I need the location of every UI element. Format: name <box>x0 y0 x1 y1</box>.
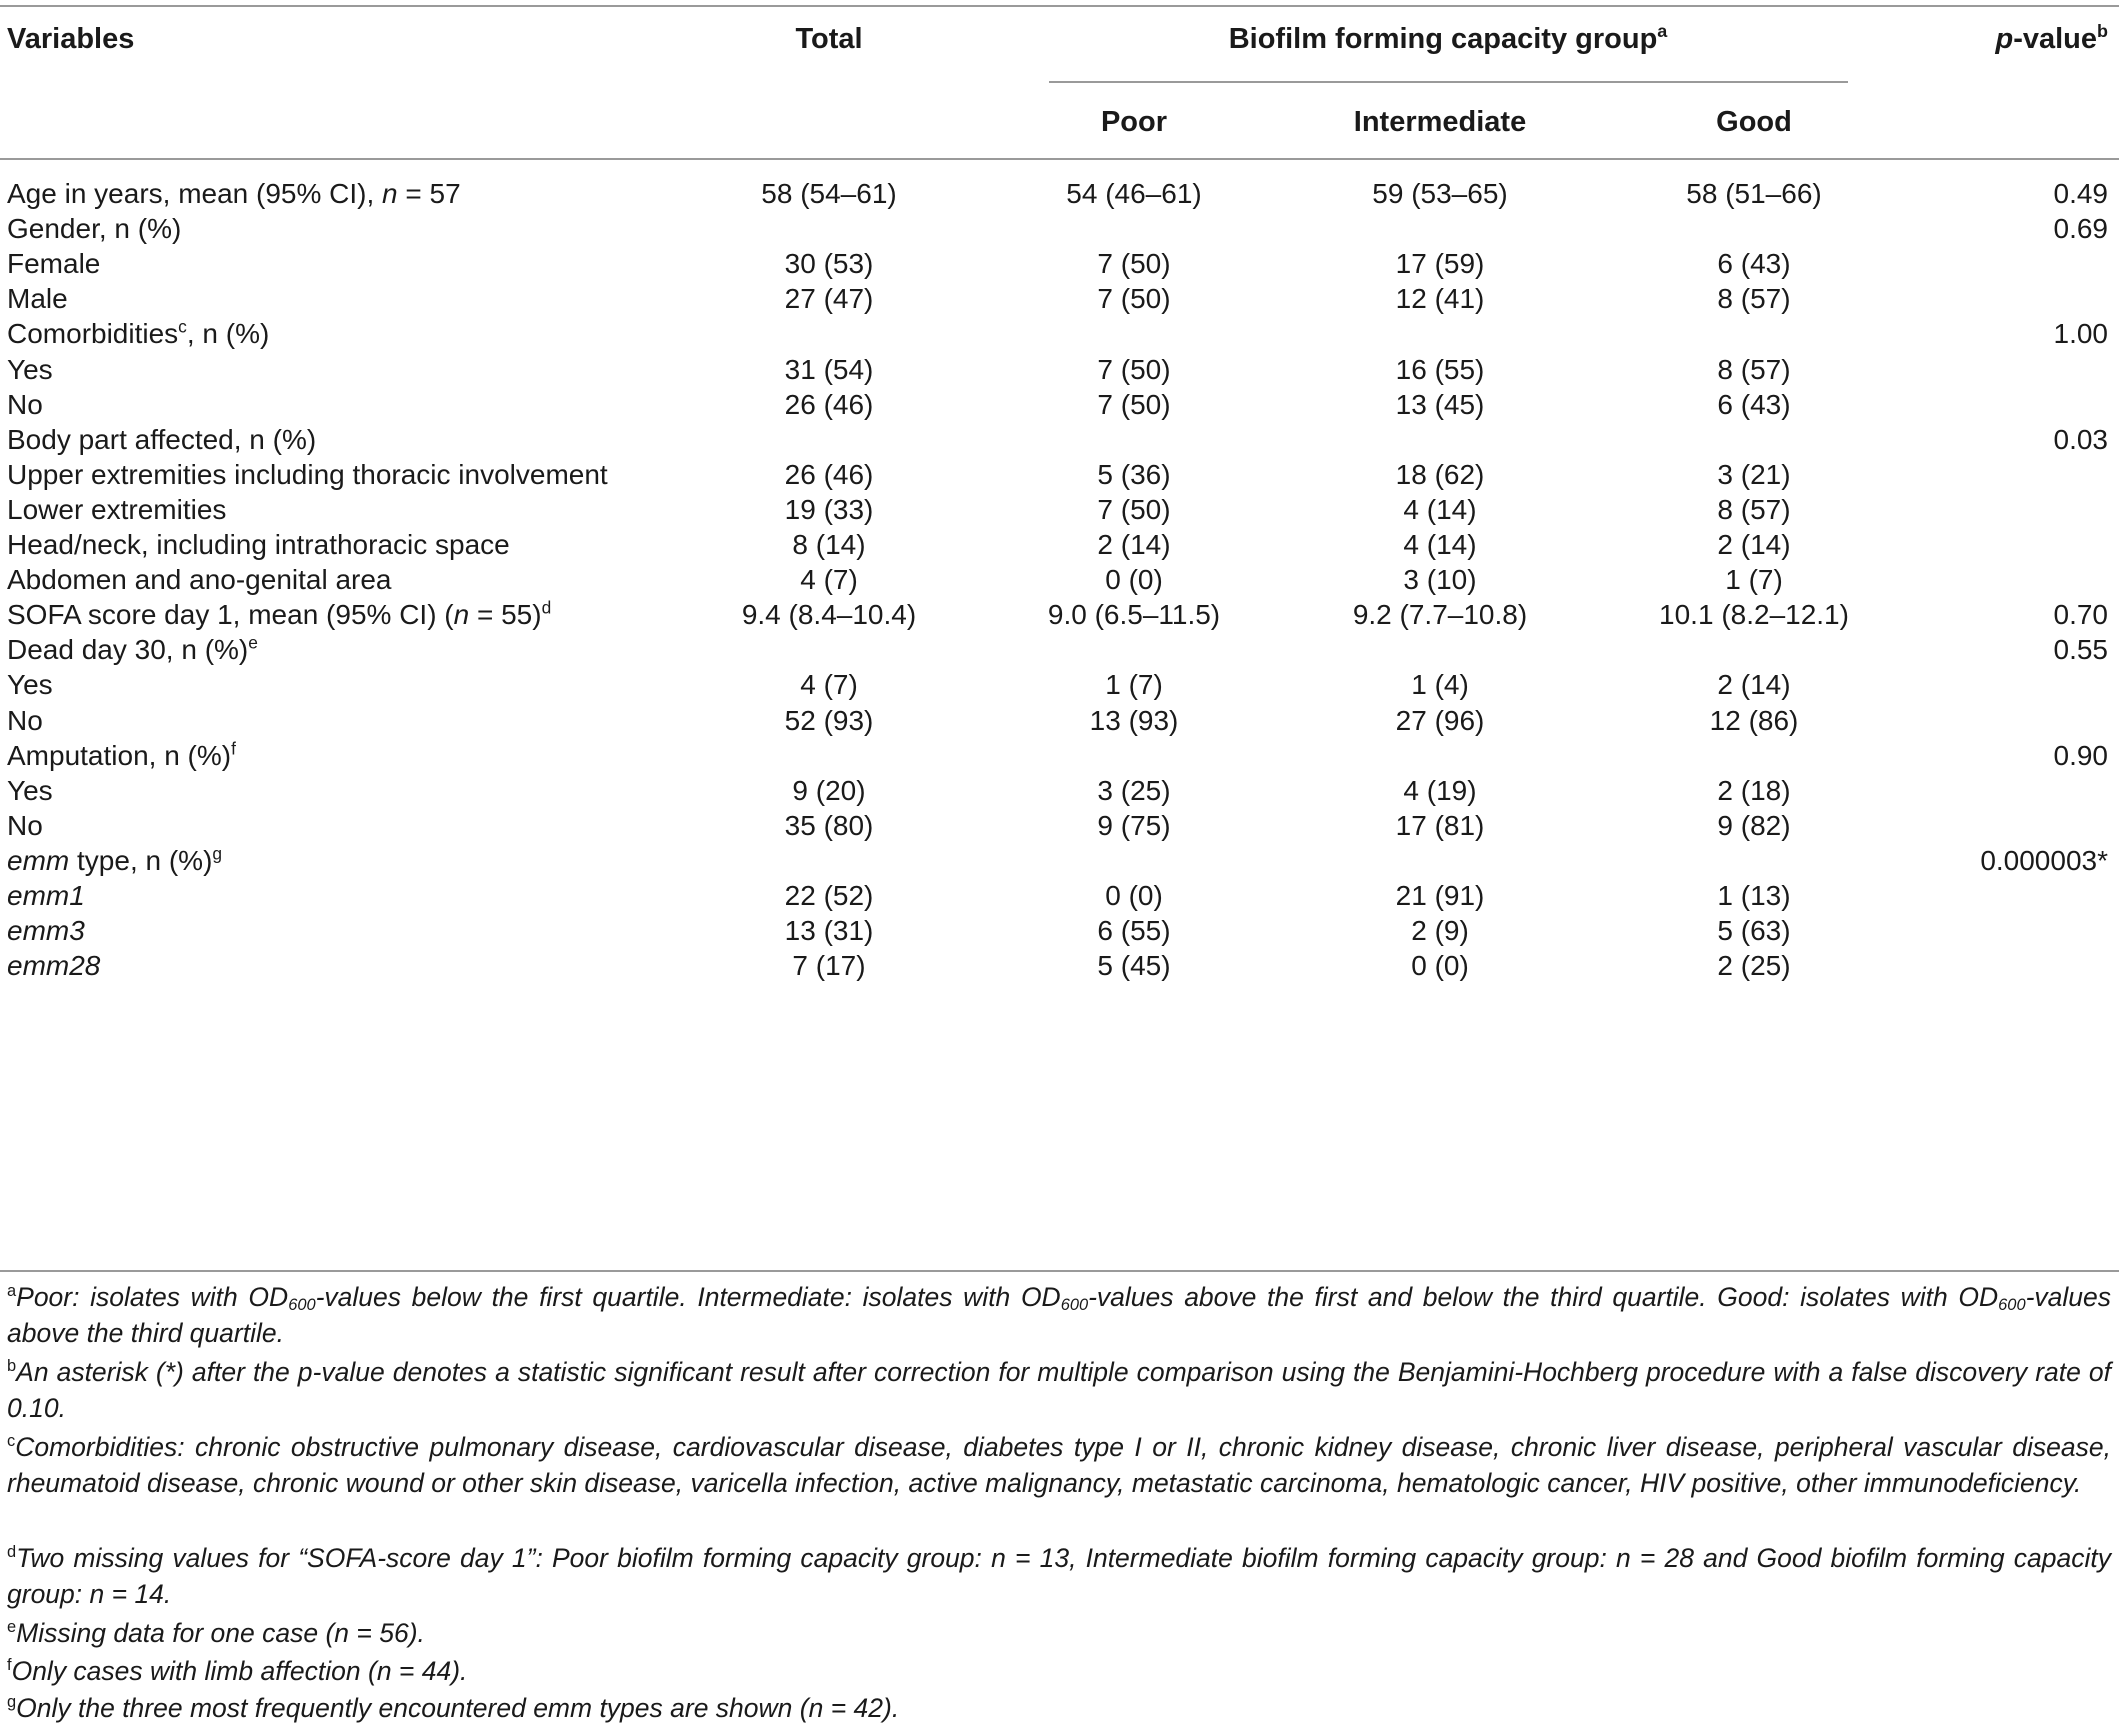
row-label <box>7 211 181 247</box>
footnote-f <box>7 1654 2111 1690</box>
row-label-text: Lower extremities <box>7 493 227 525</box>
cell-good: 5 (63) <box>1717 915 1791 947</box>
cell-poor: 54 (46–61) <box>1066 178 1202 209</box>
cell-poor: 9.0 (6.5–11.5) <box>1047 599 1221 631</box>
header-group-sup: a <box>1657 21 1668 42</box>
row-label-text: type, n (%) <box>69 844 213 876</box>
cell-pvalue: 0.90 <box>2053 739 2108 771</box>
cell-total: 22 (52) <box>784 880 874 911</box>
row-label-italic: emm3 <box>7 915 85 947</box>
cell-total: 9 (20) <box>792 774 866 806</box>
row-label-text: Yes <box>7 669 53 701</box>
cell-good: 8 (57) <box>1717 493 1791 525</box>
cell-poor: 0 (0) <box>1105 880 1163 911</box>
row-label-text: Male <box>7 283 68 315</box>
row-label-text: No <box>7 809 43 841</box>
row-label <box>7 281 68 317</box>
cell-intermediate: 4 (14) <box>1403 493 1477 525</box>
row-label-text: Comorbidities <box>7 318 179 350</box>
cell-intermediate: 4 (19) <box>1403 774 1477 806</box>
footnote-e-text: Missing data for one case (n = 56). <box>16 1618 425 1648</box>
cell-poor: 6 (55) <box>1097 915 1171 947</box>
cell-good: 2 (14) <box>1717 669 1791 701</box>
row-label-text: Dead day 30, n (%) <box>7 634 249 666</box>
header-pvalue <box>1995 21 2108 57</box>
cell-pvalue: 0.000003* <box>1980 844 2108 876</box>
footnote-d-mark: d <box>7 1543 17 1562</box>
group-underline <box>1049 81 1848 83</box>
cell-poor: 7 (50) <box>1097 353 1171 385</box>
cell-good: 2 (14) <box>1717 529 1791 560</box>
footnote-a-text-3: -values above the first and below the third quartile. Good: isolates with OD <box>1088 1282 1999 1312</box>
footnote-a <box>7 1280 2111 1351</box>
row-label-text: Gender, n (%) <box>7 213 182 245</box>
cell-total: 35 (80) <box>784 809 874 841</box>
row-label <box>7 562 392 598</box>
row-label <box>7 808 43 844</box>
header-intermediate: Intermediate <box>1353 106 1527 138</box>
cell-poor: 2 (14) <box>1097 529 1171 560</box>
cell-total: 58 (54–61) <box>761 178 897 209</box>
row-label <box>7 316 269 352</box>
cell-total: 8 (14) <box>792 529 866 560</box>
cell-good: 1 (7) <box>1725 564 1783 596</box>
row-label-text: Upper extremities including thoracic involvement <box>7 458 608 490</box>
row-label-sup: d <box>541 597 552 618</box>
cell-intermediate: 16 (55) <box>1395 353 1485 385</box>
row-label <box>7 597 551 633</box>
cell-good: 58 (51–66) <box>1686 178 1822 209</box>
cell-intermediate: 18 (62) <box>1395 458 1485 490</box>
footnote-g-mark: g <box>7 1693 17 1712</box>
cell-poor: 0 (0) <box>1105 564 1163 596</box>
row-label-sup: e <box>248 632 258 653</box>
footnote-a-mark: a <box>7 1282 17 1301</box>
row-label <box>7 387 43 423</box>
cell-good: 9 (82) <box>1717 809 1791 841</box>
cell-good: 8 (57) <box>1717 283 1791 315</box>
cell-good: 10.1 (8.2–12.1) <box>1659 599 1849 631</box>
row-label-italic: n <box>382 178 398 209</box>
cell-total: 4 (7) <box>800 564 858 596</box>
row-label-italic: emm1 <box>7 880 85 911</box>
cell-good: 6 (43) <box>1717 248 1791 280</box>
row-label-after: , n (%) <box>186 318 270 350</box>
row-label <box>7 422 316 458</box>
footnote-a-sub-3: 600 <box>1998 1296 2026 1315</box>
cell-total: 31 (54) <box>784 353 874 385</box>
cell-intermediate: 3 (10) <box>1403 564 1477 596</box>
row-label-italic: n <box>453 599 470 631</box>
row-label <box>7 913 85 949</box>
row-label <box>7 773 53 809</box>
cell-intermediate: 9.2 (7.7–10.8) <box>1352 599 1528 631</box>
footnote-f-text: Only cases with limb affection (n = 44). <box>11 1656 468 1686</box>
cell-intermediate: 21 (91) <box>1395 880 1485 911</box>
cell-poor: 9 (75) <box>1097 809 1171 841</box>
cell-poor: 5 (36) <box>1097 458 1171 490</box>
cell-total: 26 (46) <box>784 388 874 420</box>
cell-intermediate: 0 (0) <box>1411 950 1469 982</box>
cell-poor: 7 (50) <box>1097 248 1171 280</box>
row-label <box>7 667 53 703</box>
footnote-a-text-2: -values below the first quartile. Intermediate: isolates with OD <box>315 1282 1061 1312</box>
row-label <box>7 843 222 879</box>
table-bottom-rule <box>0 1270 2119 1272</box>
row-label-text: Yes <box>7 774 53 806</box>
header-pvalue-p: p <box>1995 23 2014 55</box>
cell-good: 2 (18) <box>1717 774 1791 806</box>
cell-poor: 7 (50) <box>1097 388 1171 420</box>
row-label <box>7 878 85 914</box>
cell-intermediate: 17 (59) <box>1395 248 1485 280</box>
cell-poor: 5 (45) <box>1097 950 1171 982</box>
cell-good: 3 (21) <box>1717 458 1791 490</box>
cell-pvalue: 0.55 <box>2053 634 2108 666</box>
row-label <box>7 632 258 668</box>
cell-pvalue: 0.69 <box>2053 213 2108 245</box>
footnote-d <box>7 1541 2111 1612</box>
row-label-text: Amputation, n (%) <box>7 739 232 771</box>
footnote-b-text: An asterisk (*) after the p-value denotes a statistic significant result after correction for multiple comparison using the Benjamini-Hochberg procedure with a false discovery rate of 0.10. <box>7 1357 2111 1423</box>
row-label-text: No <box>7 388 43 420</box>
cell-pvalue: 1.00 <box>2053 318 2108 350</box>
footnote-c-text: Comorbidities: chronic obstructive pulmonary disease, cardiovascular disease, diabetes type I or II, chronic kidney disease, chronic liver disease, peripheral vascular disease, rheumatoid disease, chronic wound or other skin disease, varicella infection, active malignancy, metastatic carcinoma, hematologic cancer, HIV positive, other immunodeficiency. <box>7 1432 2111 1498</box>
cell-total: 4 (7) <box>800 669 858 701</box>
row-label-sup: c <box>178 316 187 337</box>
row-label-sup: g <box>212 843 223 864</box>
cell-intermediate: 1 (4) <box>1411 669 1469 701</box>
row-label <box>7 352 53 388</box>
cell-good: 6 (43) <box>1717 388 1791 420</box>
row-label <box>7 492 226 528</box>
footnote-a-sub-1: 600 <box>288 1296 316 1315</box>
cell-total: 7 (17) <box>792 950 866 982</box>
footnote-b <box>7 1355 2111 1426</box>
row-label <box>7 527 510 563</box>
header-group-text: Biofilm forming capacity group <box>1228 23 1658 55</box>
header-variables: Variables <box>7 23 135 55</box>
cell-intermediate: 4 (14) <box>1403 529 1477 560</box>
row-label <box>7 176 461 212</box>
header-group <box>1229 21 1668 57</box>
cell-total: 27 (47) <box>784 283 874 315</box>
footnote-d-text: Two missing values for “SOFA-score day 1”: Poor biofilm forming capacity group: n = 13, Intermediate biofilm forming capacity group: n = 28 and Good biofilm forming capacity group: n = 14. <box>7 1543 2111 1609</box>
cell-total: 13 (31) <box>784 915 874 947</box>
cell-good: 12 (86) <box>1709 704 1799 736</box>
cell-poor: 13 (93) <box>1089 704 1179 736</box>
cell-intermediate: 27 (96) <box>1395 704 1485 736</box>
row-label-italic: emm28 <box>7 950 101 982</box>
cell-total: 30 (53) <box>784 248 874 280</box>
cell-intermediate: 17 (81) <box>1395 809 1485 841</box>
footnote-e <box>7 1616 2111 1652</box>
cell-pvalue: 0.49 <box>2053 178 2108 209</box>
footnote-f-mark: f <box>7 1656 12 1675</box>
footnote-g <box>7 1691 2111 1727</box>
cell-total: 9.4 (8.4–10.4) <box>741 599 917 631</box>
row-label-sup: f <box>231 738 236 759</box>
header-pvalue-sup: b <box>2097 21 2108 42</box>
header-bottom-rule <box>0 158 2119 160</box>
footnote-b-mark: b <box>7 1357 17 1376</box>
header-pvalue-rest: -value <box>2013 23 2098 55</box>
row-label-text: Body part affected, n (%) <box>7 423 317 455</box>
header-good: Good <box>1716 106 1792 138</box>
cell-good: 8 (57) <box>1717 353 1791 385</box>
cell-good: 2 (25) <box>1717 950 1791 982</box>
row-label <box>7 703 43 739</box>
row-label <box>7 738 236 774</box>
footnote-e-mark: e <box>7 1618 17 1637</box>
cell-good: 1 (13) <box>1717 880 1791 911</box>
footnote-c <box>7 1430 2111 1501</box>
cell-pvalue: 0.70 <box>2053 599 2108 631</box>
cell-intermediate: 12 (41) <box>1395 283 1485 315</box>
row-label-text: Female <box>7 248 101 280</box>
cell-intermediate: 2 (9) <box>1411 915 1469 947</box>
row-label-text: Age in years, mean (95% CI), <box>7 178 383 209</box>
header-total: Total <box>795 23 863 55</box>
footnote-a-text-4: -values above the third quartile. <box>7 1282 2112 1348</box>
footnote-a-text-1: Poor: isolates with OD <box>16 1282 289 1312</box>
cell-total: 26 (46) <box>784 458 874 490</box>
row-label-text: Head/neck, including intrathoracic space <box>7 529 510 560</box>
row-label <box>7 246 100 282</box>
top-rule <box>0 5 2119 7</box>
cell-poor: 7 (50) <box>1097 283 1171 315</box>
row-label-text: SOFA score day 1, mean (95% CI) ( <box>7 599 454 631</box>
row-label-after: = 55) <box>469 599 542 631</box>
row-label-italic: emm <box>7 844 70 876</box>
row-label <box>7 457 608 493</box>
cell-poor: 7 (50) <box>1097 493 1171 525</box>
footnote-c-mark: c <box>7 1432 16 1451</box>
row-label-after: = 57 <box>397 178 461 209</box>
cell-poor: 3 (25) <box>1097 774 1171 806</box>
cell-intermediate: 59 (53–65) <box>1372 178 1508 209</box>
row-label <box>7 948 100 984</box>
footnote-g-text: Only the three most frequently encountered emm types are shown (n = 42). <box>16 1693 900 1723</box>
row-label-text: Yes <box>7 353 53 385</box>
footnote-a-sub-2: 600 <box>1060 1296 1089 1315</box>
cell-total: 19 (33) <box>784 493 874 525</box>
row-label-text: No <box>7 704 43 736</box>
cell-poor: 1 (7) <box>1105 669 1163 701</box>
cell-intermediate: 13 (45) <box>1395 388 1485 420</box>
row-label-text: Abdomen and ano-genital area <box>7 564 392 596</box>
cell-pvalue: 0.03 <box>2053 423 2108 455</box>
header-poor: Poor <box>1100 106 1168 138</box>
cell-total: 52 (93) <box>784 704 874 736</box>
